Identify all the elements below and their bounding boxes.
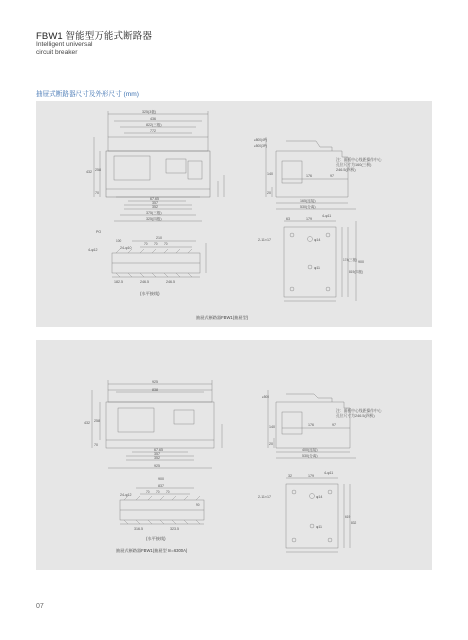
f2-base-dim-8: 316.5 bbox=[134, 527, 143, 531]
f2-dim-left-2: 258 bbox=[94, 419, 100, 423]
base-dim-6: 24-φ10 bbox=[120, 246, 132, 250]
side-dim-7: 165(连接) bbox=[300, 199, 316, 203]
flange-dim-3: 4-φ11 bbox=[322, 214, 332, 218]
dim-bottom-1: 375(三极) bbox=[146, 211, 162, 215]
f2-dim-left-1: 432 bbox=[84, 421, 90, 425]
f2-side-dim-5: 97 bbox=[332, 423, 336, 427]
side-dim-3: 140 bbox=[267, 172, 273, 176]
base-dim-3: 70 bbox=[154, 242, 158, 246]
side-dim-5: 176 bbox=[306, 174, 312, 178]
subtitle-line-2: circuit breaker bbox=[36, 49, 78, 56]
flange-dim-5: φ14 bbox=[314, 238, 321, 242]
f2-base-dim-6: 70 bbox=[166, 490, 170, 494]
f2-dim-top-2: 838 bbox=[152, 388, 158, 392]
f2-base-dim-3: 24-φ12 bbox=[120, 493, 132, 497]
base-dim-9: 246.5 bbox=[140, 280, 149, 284]
dim-top-4: 772 bbox=[150, 129, 156, 133]
f2-flange-dim-1: 32 bbox=[288, 474, 292, 478]
base-dim-4: 70 bbox=[164, 242, 168, 246]
base-dim-2: 70 bbox=[144, 242, 148, 246]
dim-left-3: 70 bbox=[95, 191, 99, 195]
flange-dim-4: 2-11×17 bbox=[258, 238, 272, 242]
dim-top-2: 436 bbox=[150, 117, 156, 121]
f2-dim-mid-2: 357 bbox=[154, 452, 160, 456]
f2-side-dim-3: 20 bbox=[269, 442, 273, 446]
base-dim-8: 182.5 bbox=[114, 280, 123, 284]
base-dim-7: 4-φ12 bbox=[88, 248, 98, 252]
f2-base-dim-4: 70 bbox=[146, 490, 150, 494]
figure-caption-2: 抽屉式断路器FBW1(抽屉型 In=6300A) bbox=[116, 548, 188, 553]
side-dim-1: ≥800(4P) bbox=[254, 138, 268, 142]
side-dim-4: 20 bbox=[267, 191, 271, 195]
note-line-1: 注：面板中心线距操作中心 bbox=[336, 158, 382, 162]
f2-base-dim-5: 70 bbox=[156, 490, 160, 494]
po-label: PO bbox=[96, 230, 102, 234]
side-dim-6: 97 bbox=[330, 174, 334, 178]
f2-flange-dim-7: 619 bbox=[345, 515, 351, 519]
flange-dim-1: 63 bbox=[286, 217, 290, 221]
note-line-2: 孔位尺寸为160(三极) bbox=[336, 163, 372, 167]
f2-dim-bottom-1: 925 bbox=[154, 464, 160, 468]
f2-base-caption: (水平接线) bbox=[146, 536, 166, 541]
document-subtitle bbox=[36, 41, 92, 57]
drawing-panel-2 bbox=[36, 340, 432, 570]
f2-side-dim-2: 140 bbox=[269, 425, 275, 429]
base-caption: (水平接线) bbox=[140, 291, 160, 296]
f2-flange-dim-2: 179 bbox=[308, 474, 314, 478]
f2-flange-dim-8: 832 bbox=[351, 521, 357, 525]
drawing-panel-1 bbox=[36, 101, 432, 327]
f2-flange-dim-5: φ14 bbox=[316, 495, 323, 499]
dim-left-1: 432 bbox=[86, 170, 92, 174]
base-dim-10: 246.5 bbox=[166, 280, 175, 284]
dim-bottom-2: 325(四极) bbox=[146, 217, 162, 221]
f2-dim-top-1: 925 bbox=[152, 380, 158, 384]
document-title: FBW1 智能型万能式断路器 bbox=[36, 31, 152, 42]
figure-caption-1: 抽屉式断路器FBW1(抽屉型) bbox=[196, 315, 249, 320]
flange-dim-8: 819(四极) bbox=[349, 270, 363, 274]
section-title: 抽屉式断路器尺寸及外形尺寸 (mm) bbox=[36, 91, 139, 98]
flange-dim-6: φ11 bbox=[314, 266, 321, 270]
flange-dim-9: 900 bbox=[358, 260, 364, 264]
f2-dim-mid-3: 352 bbox=[154, 456, 160, 460]
f2-base-dim-1: 900 bbox=[158, 477, 164, 481]
flange-dim-7: 174(三极) bbox=[343, 258, 357, 262]
base-dim-1: 210 bbox=[156, 236, 162, 240]
note-line-3: 246.5(四极) bbox=[336, 168, 356, 172]
f2-base-dim-7: 90 bbox=[196, 503, 200, 507]
dim-top-1: 325(3极) bbox=[142, 110, 156, 114]
side-dim-2: ≥500(3P) bbox=[254, 144, 268, 148]
technical-drawing-2 bbox=[36, 340, 432, 570]
page-number: 07 bbox=[36, 603, 44, 610]
f2-note-line-2: 孔位尺寸为246.5(四极) bbox=[336, 414, 375, 418]
f2-flange-dim-3: 4-φ11 bbox=[324, 471, 334, 475]
f2-flange-dim-4: 2-11×17 bbox=[258, 495, 272, 499]
technical-drawing-1 bbox=[36, 101, 432, 327]
f2-side-dim-4: 176 bbox=[308, 423, 314, 427]
side-dim-8: 530(分离) bbox=[300, 205, 316, 209]
f2-dim-mid-1: 67.65 bbox=[154, 448, 163, 452]
dim-mid-3: 352 bbox=[152, 205, 158, 209]
f2-dim-left-3: 70 bbox=[94, 443, 98, 447]
f2-side-dim-6: 400(连接) bbox=[302, 448, 318, 452]
flange-dim-2: 179 bbox=[306, 217, 312, 221]
dim-mid-2: 357 bbox=[152, 201, 158, 205]
f2-side-dim-7: 530(分离) bbox=[302, 454, 318, 458]
dim-top-3: 822(三极) bbox=[146, 123, 162, 127]
f2-side-dim-1: ≥500 bbox=[262, 395, 270, 399]
f2-base-dim-2: 837 bbox=[158, 484, 164, 488]
dim-left-2: 258 bbox=[95, 168, 101, 172]
base-dim-5: 100 bbox=[116, 239, 122, 243]
f2-flange-dim-6: φ11 bbox=[316, 525, 323, 529]
f2-base-dim-9: 323.5 bbox=[170, 527, 179, 531]
subtitle-line-1: Intelligent universal bbox=[36, 41, 93, 48]
dim-mid-1: 67.65 bbox=[150, 197, 159, 201]
f2-note-line-1: 注：面板中心线距操作中心 bbox=[336, 409, 382, 413]
